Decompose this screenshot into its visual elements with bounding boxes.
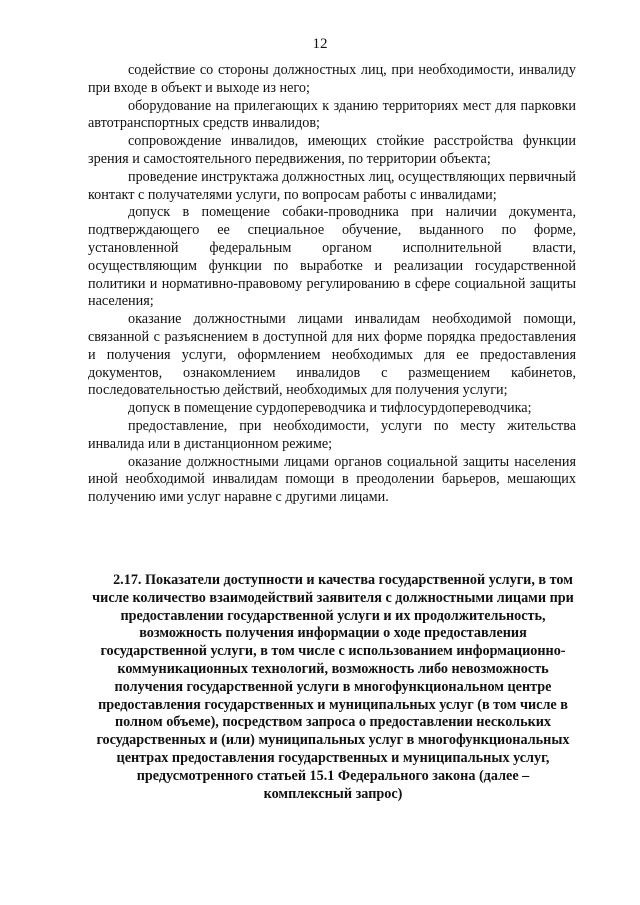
paragraph: проведение инструктажа должностных лиц, осуществляющих первичный контакт с получателями услуги, по вопросам работы с инвалидами;	[88, 168, 576, 203]
paragraph: допуск в помещение собаки-проводника при наличии документа, подтверждающего ее специальное обучение, выданного по форме, установленной федеральным органом исполнительной власти, осуществляющим функции по выработке и реализации государственной политики и нормативно-правовому регулированию в сфере социальной защиты населения;	[88, 204, 576, 310]
body-text	[88, 62, 576, 507]
paragraph: содействие со стороны должностных лиц, при необходимости, инвалиду при входе в объект и выходе из него;	[88, 62, 576, 96]
section-heading: 2.17. Показатели доступности и качества государственной услуги, в том числе количество взаимодействий заявителя с должностными лицами при предоставлении государственной услуги и их продолжительность, возможность получения информации о ходе предоставления государственной услуги, в том числе с использованием информационно-коммуникационных технологий, возможность либо невозможность получения государственной услуги в многофункциональном центре предоставления государственных и муниципальных услуг (в том числе в полном объеме), посредством запроса о предоставлении нескольких государственных и (или) муниципальных услуг в многофункциональных центрах предоставления государственных и муниципальных услуг, предусмотренного статьей 15.1 Федерального закона (далее – комплексный запрос)	[92, 572, 574, 802]
paragraph: оборудование на прилегающих к зданию территориях мест для парковки автотранспортных средств инвалидов;	[88, 97, 576, 132]
paragraph: предоставление, при необходимости, услуги по месту жительства инвалида или в дистанционном режиме;	[88, 417, 576, 452]
paragraph: допуск в помещение сурдопереводчика и тифлосурдопереводчика;	[128, 400, 532, 417]
paragraph: оказание должностными лицами органов социальной защиты населения иной необходимой инвалидам помощи в преодолении барьеров, мешающих получению ими услуг наравне с другими лицами.	[88, 453, 576, 506]
paragraph: сопровождение инвалидов, имеющих стойкие расстройства функции зрения и самостоятельного передвижения, по территории объекта;	[88, 133, 576, 167]
page-number: 12	[312, 36, 328, 52]
paragraph: оказание должностными лицами инвалидам необходимой помощи, связанной с разъяснением в доступной для них форме порядка предоставления и получения услуги, оформлением необходимых для ее предоставления документов, ознакомлением инвалидов с размещением кабинетов, последовательностью действий, необходимых для получения услуги;	[88, 311, 576, 399]
